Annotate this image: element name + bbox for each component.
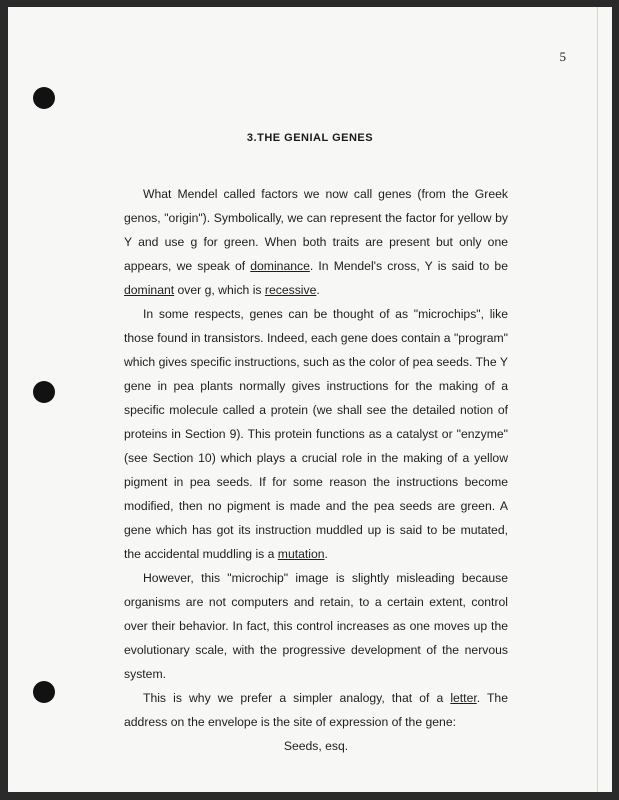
punch-hole-bottom [33, 681, 55, 703]
paragraph-4 [124, 686, 508, 734]
address-line: Seeds, esq. [283, 739, 349, 753]
term-dominant: dominant [124, 283, 175, 297]
paragraph-1 [124, 182, 508, 302]
paragraph-2 [124, 302, 508, 566]
term-mutation: mutation [277, 547, 325, 561]
paragraph-3: However, this "microchip" image is slightly misleading because organisms are not computers and retain, to a certain extent, control over their behavior. In fact, this control increases as one moves up the evolutionary scale, with the progressive development of the nervous system. [124, 571, 508, 681]
section-title: 3.THE GENIAL GENES [246, 132, 374, 144]
text-run: . [316, 283, 320, 297]
text-run: over g, which is [174, 283, 265, 297]
punch-hole-middle [33, 381, 55, 403]
term-letter: letter [450, 691, 477, 705]
body-text [124, 182, 508, 758]
punch-hole-top [33, 87, 55, 109]
page-number: 5 [559, 49, 566, 64]
text-run: . In Mendel's cross, Y is said to be [309, 259, 508, 273]
text-run: . [324, 547, 328, 561]
term-recessive: recessive [264, 283, 317, 297]
text-run: . The address on the envelope is the site of expression of the gene: [124, 691, 508, 729]
text-run: This is why we prefer a simpler analogy, that of a [143, 691, 451, 705]
text-run: In some respects, genes can be thought of as "microchips", like those found in transistors. Indeed, each gene does contain a "program" which gives specific instructions, such as the color of pea seeds. The Y gene in pea plants normally gives instructions for the making of a specific molecule called a protein (we shall see the detailed notion of proteins in Section 9). This protein functions as a catalyst or "enzyme" (see Section 10) which plays a crucial role in the making of a yellow pigment in pea seeds. If for some reason the instructions become modified, then no pigment is made and the pea seeds are green. A gene which has got its instruction muddled up is said to be mutated, the accidental muddling is a [124, 307, 509, 561]
page-edge-line [597, 7, 598, 792]
term-dominance: dominance [250, 259, 310, 273]
text-run: What Mendel called factors we now call genes (from the Greek genos, "origin"). Symbolically, we can represent the factor for yellow by Y and use g for green. When both traits are present but only one appears, we speak of [124, 187, 508, 273]
document-page [8, 7, 612, 792]
